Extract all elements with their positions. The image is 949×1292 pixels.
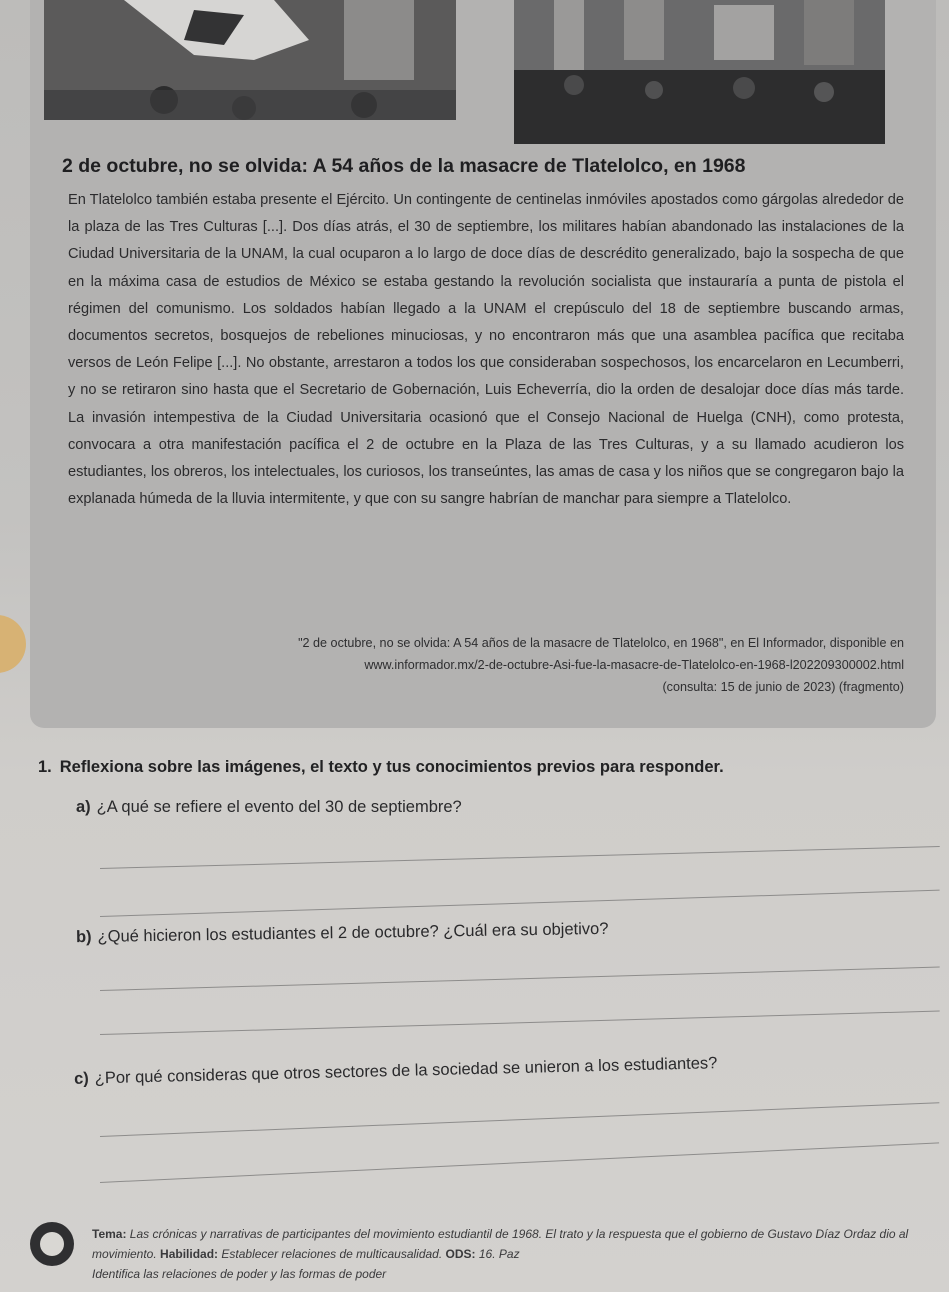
- tema-text: Las crónicas y narrativas de participantes del movimiento estudiantil de 1968. El trato y la respuesta que el gobierno de Gustavo Díaz Ordaz dio al movimiento.: [92, 1227, 909, 1261]
- activity-instruction-text: Reflexiona sobre las imágenes, el texto y tus conocimientos previos para responder.: [59, 758, 724, 776]
- footer-line-3: Identifica las relaciones de poder y las formas de poder: [92, 1267, 387, 1281]
- question-a-text: ¿A qué se refiere el evento del 30 de septiembre?: [96, 798, 462, 816]
- historical-photo-left: [44, 0, 456, 120]
- activity-number: 1.: [38, 758, 52, 776]
- habilidad-text: Establecer relaciones de multicausalidad.: [221, 1247, 443, 1261]
- ods-label: ODS:: [445, 1247, 476, 1261]
- question-a-letter: a): [76, 798, 91, 816]
- footer-text: [92, 1224, 949, 1284]
- question-b-text: ¿Qué hicieron los estudiantes el 2 de octubre? ¿Cuál era su objetivo?: [97, 919, 609, 946]
- globe-badge-icon: [30, 1222, 74, 1266]
- historical-photo-right: [514, 0, 885, 144]
- question-b-letter: b): [75, 927, 92, 947]
- tema-label: Tema:: [92, 1227, 127, 1241]
- article-title: 2 de octubre, no se olvida: A 54 años de la masacre de Tlatelolco, en 1968: [62, 155, 746, 177]
- source-url: www.informador.mx/2-de-octubre-Asi-fue-la-masacre-de-Tlatelolco-en-1968-l202209300002.html: [364, 658, 904, 672]
- ods-text: 16. Paz: [478, 1247, 520, 1261]
- article-body: En Tlatelolco también estaba presente el Ejército. Un contingente de centinelas inmóviles apostados como gárgolas alrededor de la plaza de las Tres Culturas [...]. Dos días atrás, el 30 de septiembre, los militares habían abandonado las instalaciones de la Ciudad Universitaria de la UNAM, la cual ocuparon a lo largo de doce días de descrédito generalizado, bajo la sospecha de que en la máxima casa de estudios de México se estaba gestando la revolución socialista que instauraría a punta de pistola el régimen del comunismo. Los soldados habían llegado a la UNAM el crepúsculo del 18 de septiembre buscando armas, documentos secretos, bosquejos de rebeliones minuciosas, y no encontraron más que una asamblea pacífica que recitaba versos de León Felipe [...]. No obstante, arrestaron a todos los que consideraban sospechosos, los encarcelaron en Lecumberri, y no se retiraron sino hasta que el Secretario de Gobernación, Luis Echeverría, dio la orden de desalojar doce días más tarde. La invasión intempestiva de la Ciudad Universitaria ocasionó que el Consejo Nacional de Huelga (CNH), como protesta, convocara a otra manifestación pacífica el 2 de octubre en la Plaza de las Tres Culturas, y a su llamado acudieron los estudiantes, los obreros, los intelectuales, los curiosos, los transeúntes, las amas de casa y los niños que se congregaron bajo la explanada húmeda de la lluvia intermitente, y que con su sangre habrían de manchar para siempre a Tlatelolco.: [68, 192, 904, 508]
- source-line-1: "2 de octubre, no se olvida: A 54 años de la masacre de Tlatelolco, en 1968", en El Informador, disponible en: [298, 636, 904, 650]
- photo-right-image: [514, 0, 885, 144]
- source-consulted: (consulta: 15 de junio de 2023) (fragmento): [662, 680, 904, 694]
- photo-left-image: [44, 0, 456, 120]
- habilidad-label: Habilidad:: [160, 1247, 219, 1261]
- source-citation: [120, 632, 904, 698]
- footer-metadata: [26, 1210, 949, 1292]
- question-a: [76, 798, 462, 817]
- question-c-text: ¿Por qué consideras que otros sectores de la sociedad se unieron a los estudiantes?: [94, 1054, 718, 1088]
- question-c-letter: c): [73, 1069, 89, 1088]
- activity-instruction: [38, 758, 918, 777]
